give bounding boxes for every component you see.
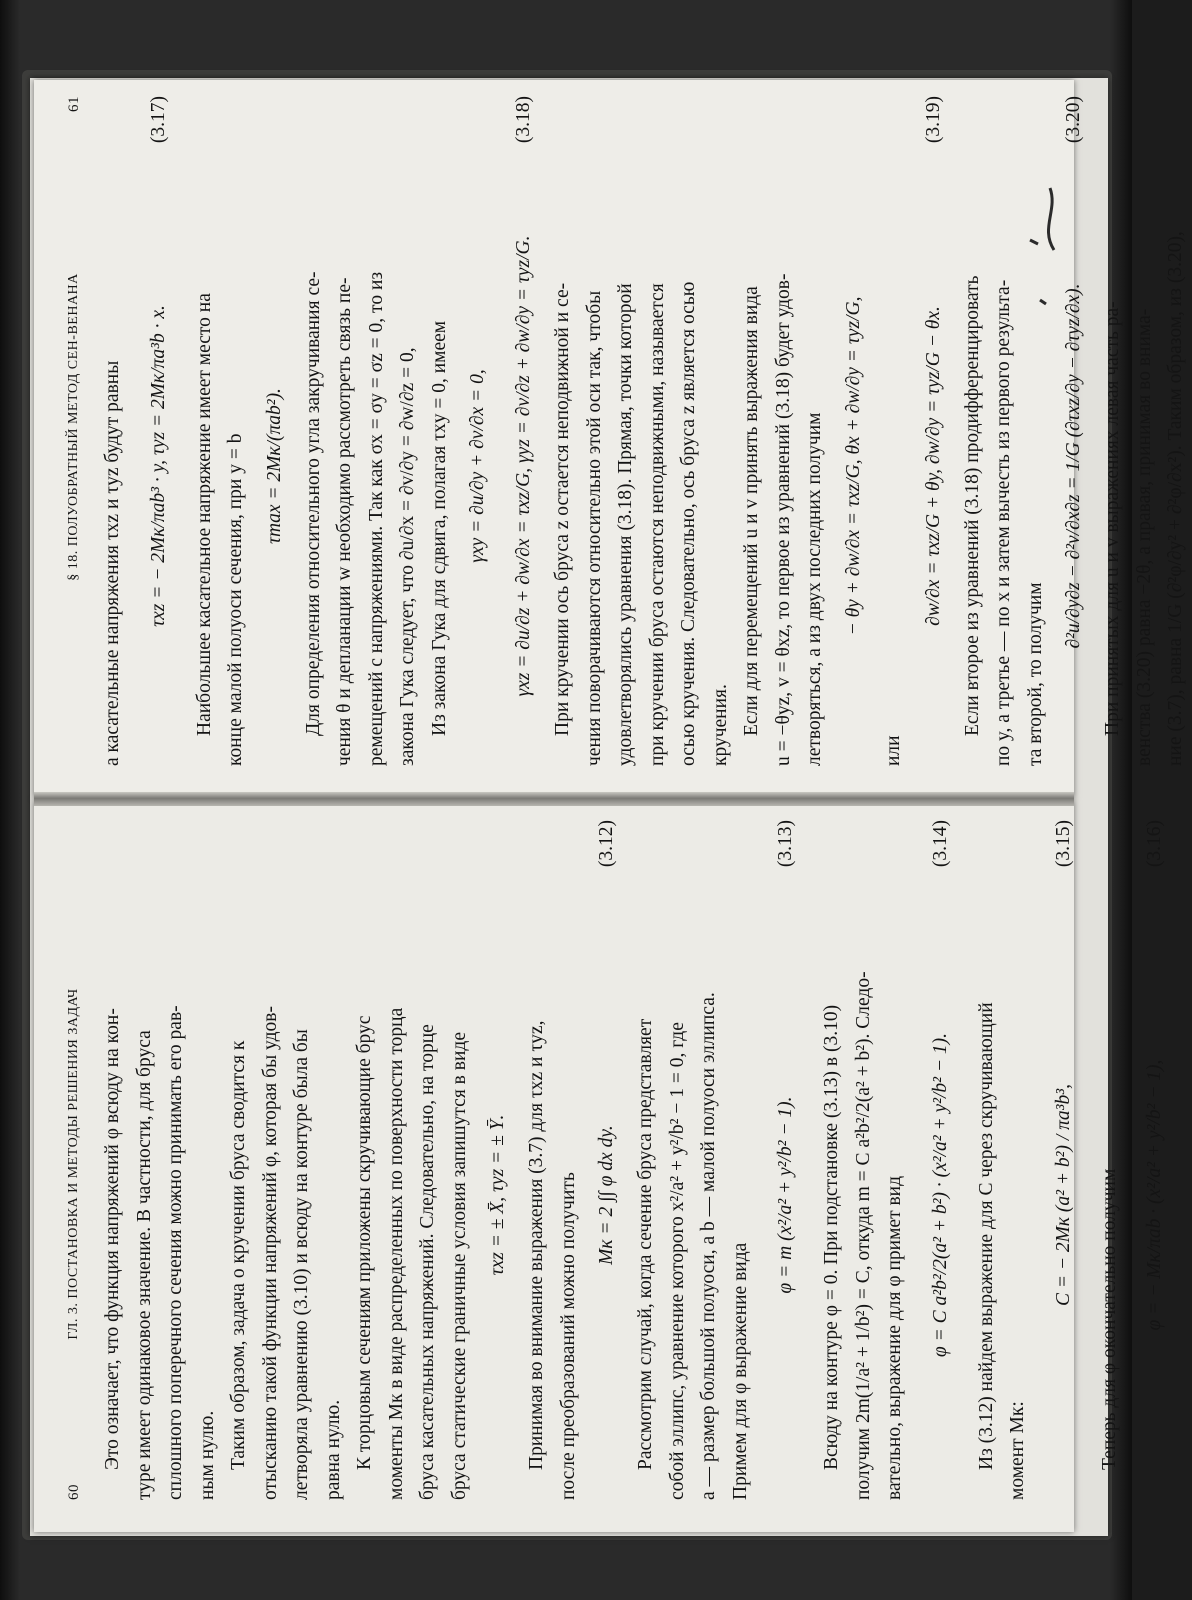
equation-formula: γxz = ∂u/∂z + ∂w/∂x = τxz/G, γyz = ∂v/∂z + ∂w/∂y = τyz/G.: [513, 235, 534, 697]
left-page-header: [66, 820, 83, 1500]
text-line: Из (3.12) найдем выражение для C через скручивающий: [975, 1002, 997, 1470]
equation-number: (3.18): [513, 96, 534, 144]
text-line: Если для перемещений u и v принять выражения вида: [741, 286, 762, 736]
equation-number: (3.14): [929, 820, 951, 868]
text-line: Примем для φ выражение вида: [729, 1242, 751, 1500]
text-line: Рассмотрим случай, когда сечение бруса представляет: [635, 1018, 656, 1470]
text-line: ремещений с напряжениями. Так как σx = σy = σz = 0, то из: [365, 271, 387, 766]
equation-formula: τmax = 2Mк/(πab²).: [263, 388, 285, 544]
running-head: ГЛ. 3. ПОСТАНОВКА И МЕТОДЫ РЕШЕНИЯ ЗАДАЧ: [66, 988, 81, 1340]
equation: [501, 96, 547, 766]
text-line: закона Гука следует, что ∂u/∂x = ∂v/∂y = ∂w/∂z = 0,: [397, 347, 418, 766]
pencil-marks: [1010, 180, 1100, 360]
text-line: при кручении бруса остаются неподвижными, называется: [646, 283, 668, 766]
text-line: сплошного поперечного сечения можно принимать его рав-: [165, 1005, 186, 1500]
equation: [252, 96, 298, 766]
text-line: равна нулю.: [322, 1399, 344, 1500]
equation: [911, 820, 971, 1500]
equation-formula: C = − 2Mк (a² + b²) / πa³b³,: [1052, 1083, 1074, 1307]
right-page-text: [66, 96, 1186, 766]
text-line: a — размер большой полуоси, а b — малой полуоси эллипса.: [698, 992, 719, 1500]
text-line: конце малой полуоси сечения, при y = b: [225, 433, 246, 766]
text-line: бруса статические граничные условия запишутся в виде: [448, 1032, 470, 1500]
text-line: К торцовым сечениям приложены скручивающие брус: [354, 1015, 375, 1470]
text-line: та второй, то получим: [1024, 582, 1046, 766]
equation-formula: τxz = − 2Mк/πab³ · y, τyz = 2Mк/πa³b · x.: [147, 305, 169, 627]
equation-formula: ∂w/∂x = τxz/G + θy, ∂w/∂y = τyz/G − θx.: [922, 306, 944, 626]
text-line: чения θ и депланации w необходимо рассмотреть связь пе-: [334, 277, 355, 766]
equation: [1034, 820, 1094, 1500]
equation: [1125, 820, 1185, 1500]
text-line: летворяла уравнению (3.10) и всюду на контуре была бы: [291, 1029, 312, 1500]
text-line: бруса касательных напряжений. Следовательно, на торце: [417, 1024, 438, 1500]
text-line: Для определения относительного угла закручивания се-: [302, 271, 324, 736]
equation-formula: ∂²u/∂y∂z − ∂²v/∂x∂z = 1/G (∂τxz/∂y − ∂τyz/∂x).: [1063, 283, 1084, 649]
page-number: 61: [66, 96, 82, 112]
text-line: момент Mк:: [1007, 1401, 1028, 1500]
text-line: Теперь для φ окончательно получим: [1098, 1168, 1120, 1470]
equation-number: (3.13): [775, 820, 796, 868]
equation-number: (3.15): [1052, 820, 1074, 868]
left-page-text: [66, 820, 1165, 1500]
equation-number: (3.12): [596, 820, 617, 868]
text-line: кручения.: [709, 684, 731, 766]
text-line: Если второе из уравнений (3.18) продифференцировать: [961, 275, 983, 736]
equation-formula: φ = C a²b²/2(a² + b²) · (x²/a² + y²/b² − 1).: [929, 1032, 951, 1358]
text-line: получим 2m(1/a² + 1/b²) = C, откуда m = C a²b²/2(a² + b²). Следо-: [852, 971, 874, 1500]
text-line: Наибольшее касательное напряжение имеет место на: [193, 293, 215, 736]
text-line: При кручении ось бруса z остается неподвижной и се-: [552, 282, 573, 736]
right-page-header: [66, 96, 83, 766]
running-head: § 18. ПОЛУОБРАТНЫЙ МЕТОД СЕН-ВЕНАНА: [66, 273, 81, 581]
text-line: туре имеет одинаковое значение. В частности, для бруса: [133, 1030, 155, 1500]
equation: [756, 820, 816, 1500]
text-line: а касательные напряжения τxz и τyz будут равны: [102, 360, 123, 766]
equation: [475, 820, 521, 1500]
text-line: удовлетворялись уравнения (3.18). Прямая, точки которой: [615, 283, 636, 766]
text-line: Принимая во внимание выражения (3.7) для τxz и τyz,: [526, 1020, 547, 1470]
text-line: чения поворачиваются относительно этой оси так, чтобы: [583, 290, 605, 766]
text-line: моменты Mк в виде распределенных по поверхности торца: [385, 1007, 407, 1500]
equation: [584, 820, 630, 1500]
text-line: по y, а третье — по x и затем вычесть из первого результа-: [993, 279, 1014, 766]
equation: [831, 96, 877, 766]
text-word-or: или: [882, 735, 904, 766]
text-line: венства (3.20) равна −2θ, а правая, принимая во внима-: [1133, 308, 1155, 766]
equation-formula: Mк = 2 ∫∫ φ dx dy.: [596, 1125, 617, 1265]
text-line: ние (3.7), равна 1/G (∂²φ/∂y² + ∂²φ/∂x²). Таким образом, из (3.20),: [1165, 231, 1186, 766]
text-line: после преобразований можно получить: [557, 1172, 579, 1500]
text-line: Из закона Гука для сдвига, полагая τxy = 0, имеем: [428, 320, 450, 736]
equation-number: (3.17): [147, 96, 169, 144]
page-number: 60: [66, 1484, 82, 1500]
text-line: осью кручения. Следовательно, ось бруса z является осью: [678, 281, 699, 766]
equation-formula: γxy = ∂u/∂y + ∂v/∂x = 0,: [467, 369, 488, 563]
equation-number: (3.19): [922, 96, 944, 144]
text-line: Это означает, что функция напряжений φ всюду на кон-: [102, 1008, 123, 1470]
text-line: ным нулю.: [196, 1410, 218, 1500]
text-line: вательно, выражение для φ примет вид: [884, 1175, 905, 1500]
text-line: Таким образом, задача о кручении бруса сводится к: [228, 1040, 249, 1470]
equation-formula: − θy + ∂w/∂x = τxz/G, θx + ∂w/∂y = τyz/G,: [842, 296, 864, 636]
text-line: собой эллипс, уравнение которого x²/a² + y²/b² − 1 = 0, где: [666, 1022, 688, 1500]
equation-number: (3.16): [1144, 820, 1165, 868]
text-line: отысканию такой функции напряжений φ, которая бы удов-: [259, 1006, 281, 1500]
equation-formula: τxz = ± X̄, τyz = ± Ȳ.: [487, 1114, 508, 1276]
equation: [129, 96, 189, 766]
book-gutter: [34, 792, 1074, 806]
text-line: u = −θyz, v = θxz, то первое из уравнений (3.18) будет удов-: [772, 273, 794, 766]
text-line: летворяться, а из двух последних получим: [804, 412, 825, 766]
text-line: При принятых для u и v выражениях левая часть ра-: [1102, 301, 1123, 736]
equation: [911, 96, 957, 766]
text-line: Всюду на контуре φ = 0. При подстановке (3.13) в (3.10): [821, 1004, 842, 1470]
equation-formula: φ = m (x²/a² + y²/b² − 1).: [775, 1096, 796, 1294]
equation: [455, 96, 501, 766]
equation-formula: φ = − Mк/πab · (x²/a² + y²/b² − 1),: [1144, 1059, 1165, 1331]
equation-number: (3.20): [1063, 96, 1084, 144]
